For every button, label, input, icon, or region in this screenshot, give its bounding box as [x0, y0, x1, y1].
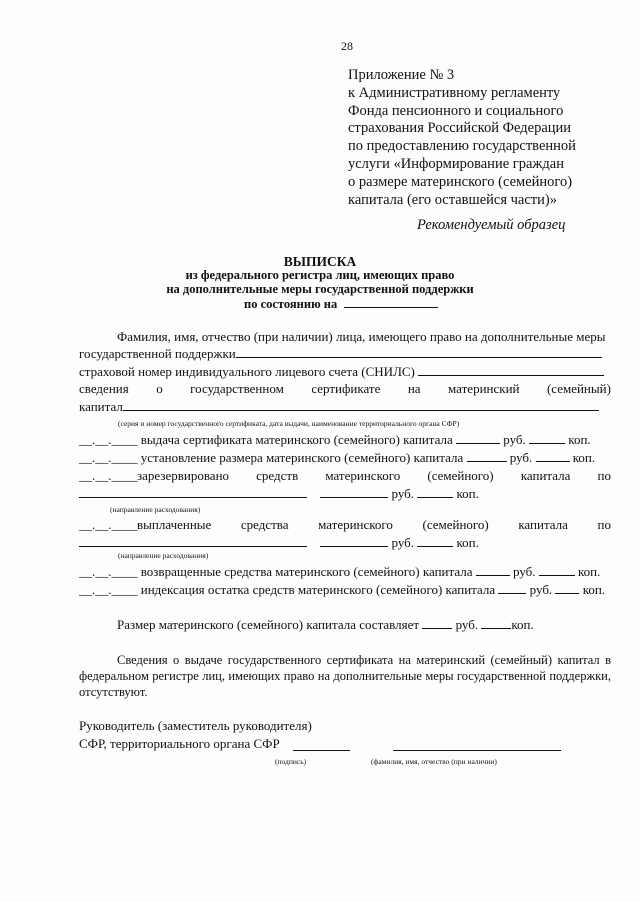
row-text: Размер материнского (семейного) капитала составляет	[117, 617, 420, 632]
rub-label: руб.	[503, 432, 526, 447]
kop-label: коп.	[572, 450, 596, 465]
rub-field[interactable]	[498, 582, 526, 594]
rub-field[interactable]	[467, 450, 507, 462]
signature-title: Руководитель (заместитель руководителя)	[79, 718, 312, 733]
snils-label: страховой номер индивидуального лицевого счета (СНИЛС)	[79, 364, 415, 379]
date-mask[interactable]: __.__.____	[79, 450, 138, 465]
size-row	[117, 617, 534, 633]
word: средства	[240, 517, 289, 532]
word: о	[156, 381, 163, 396]
row-text: выдача сертификата материнского (семейного) капитала	[140, 432, 453, 447]
capital-label: капитал	[79, 399, 123, 414]
word: капитала	[518, 517, 568, 532]
sign-note: (подпись)	[275, 757, 307, 766]
word: (семейного)	[427, 468, 494, 483]
rub-field[interactable]	[320, 486, 388, 498]
heading-line: из федерального регистра лиц, имеющих право	[185, 268, 455, 282]
rub-field[interactable]	[476, 564, 510, 576]
rub-label: руб.	[529, 582, 553, 597]
annex-line: услуги «Информирование граждан	[348, 155, 564, 172]
capital-field[interactable]	[123, 399, 599, 411]
word: материнского	[318, 517, 393, 532]
word: по	[597, 517, 611, 532]
annex-line: по предоставлению государственной	[348, 138, 576, 155]
word: капитала	[520, 468, 571, 483]
rub-label: руб.	[455, 617, 479, 632]
rub-label: руб.	[509, 450, 533, 465]
returned-row	[79, 564, 600, 580]
kop-label: коп.	[568, 432, 591, 447]
date-field[interactable]	[344, 296, 438, 308]
absent-paragraph: Сведения о выдаче государственного сертификата на материнский (семейный) капитал в федеральном регистре лиц, имеющих право на дополнительные меры государственной поддержки, отсутствуют.	[79, 653, 611, 699]
reserved-amount-row	[79, 486, 479, 502]
kop-field[interactable]	[481, 617, 511, 629]
heading-title: ВЫПИСКА	[283, 254, 357, 269]
word: (семейного)	[422, 517, 489, 532]
kop-label: коп.	[582, 582, 606, 597]
paid-amount-row	[79, 535, 479, 551]
rub-field[interactable]	[320, 535, 388, 547]
page-number: 28	[341, 39, 353, 53]
snils-field[interactable]	[418, 364, 604, 376]
rub-field[interactable]	[422, 617, 452, 629]
date-mask[interactable]: __.__.____	[79, 564, 138, 579]
reserved-line	[137, 468, 611, 484]
rub-label: руб.	[391, 535, 415, 550]
direction-note: (направление расходования)	[118, 551, 209, 560]
direction-field[interactable]	[79, 535, 307, 547]
row-text: установление размера материнского (семейного) капитала	[140, 450, 464, 465]
row-text: индексация остатка средств материнского (семейного) капитала	[140, 582, 496, 597]
establish-row	[79, 450, 595, 466]
kop-field[interactable]	[536, 450, 570, 462]
date-mask[interactable]: __.__.____	[79, 582, 138, 597]
word: на	[407, 381, 421, 396]
date-mask[interactable]: __.__.____	[79, 468, 138, 483]
annex-line: Фонда пенсионного и социального	[348, 102, 564, 119]
word: по	[597, 468, 611, 483]
word: материнского	[325, 468, 401, 483]
kop-field[interactable]	[417, 486, 453, 498]
kop-field[interactable]	[417, 535, 453, 547]
rub-field[interactable]	[456, 432, 500, 444]
name-field[interactable]	[393, 750, 561, 751]
annex-line: о размере материнского (семейного)	[348, 173, 573, 190]
direction-note: (направление расходования)	[110, 505, 201, 514]
heading-line: на дополнительные меры государственной поддержки	[166, 282, 474, 296]
heading-date-label: по состоянию на	[244, 297, 338, 311]
cert-line	[79, 381, 611, 397]
indexation-row	[79, 582, 605, 598]
annex-line: капитала (его оставшейся части)»	[348, 191, 557, 208]
rub-label: руб.	[391, 486, 415, 501]
word: сведения	[79, 381, 129, 396]
word: сертификате	[311, 381, 381, 396]
word: (семейный)	[546, 381, 611, 396]
annex-block	[348, 67, 576, 209]
rub-label: руб.	[512, 564, 536, 579]
annex-line: страхования Российской Федерации	[348, 120, 572, 137]
direction-field[interactable]	[79, 486, 307, 498]
kop-label: коп.	[511, 617, 534, 632]
support-label: государственной поддержки	[79, 346, 236, 361]
word: государственном	[190, 381, 284, 396]
recommended-sample: Рекомендуемый образец	[417, 217, 566, 233]
signature-organ: СФР, территориального органа СФР	[79, 736, 280, 751]
word: средств	[256, 468, 299, 483]
word: выплаченные	[137, 517, 212, 532]
row-text: возвращенные средства материнского (семейного) капитала	[140, 564, 473, 579]
word: материнский	[448, 381, 520, 396]
fio-line: Фамилия, имя, отчество (при наличии) лица, имеющего право на дополнительные меры	[117, 329, 606, 344]
signature-field[interactable]	[293, 750, 350, 751]
annex-line: к Административному регламенту	[348, 84, 561, 101]
date-mask[interactable]: __.__.____	[79, 517, 138, 532]
kop-label: коп.	[456, 535, 479, 550]
word: зарезервировано	[137, 468, 230, 483]
name-note: (фамилия, имя, отчество (при наличии)	[371, 757, 497, 766]
date-mask[interactable]: __.__.____	[79, 432, 138, 447]
kop-field[interactable]	[555, 582, 579, 594]
paid-line	[137, 517, 611, 533]
cert-note: (серия и номер государственного сертификата, дата выдачи, наименование территориального органа СФР)	[118, 419, 460, 428]
support-field[interactable]	[236, 346, 602, 358]
annex-line: Приложение № 3	[348, 67, 455, 83]
kop-label: коп.	[456, 486, 479, 501]
issue-row	[79, 432, 591, 448]
kop-label: коп.	[578, 564, 601, 579]
kop-field[interactable]	[529, 432, 565, 444]
kop-field[interactable]	[539, 564, 575, 576]
